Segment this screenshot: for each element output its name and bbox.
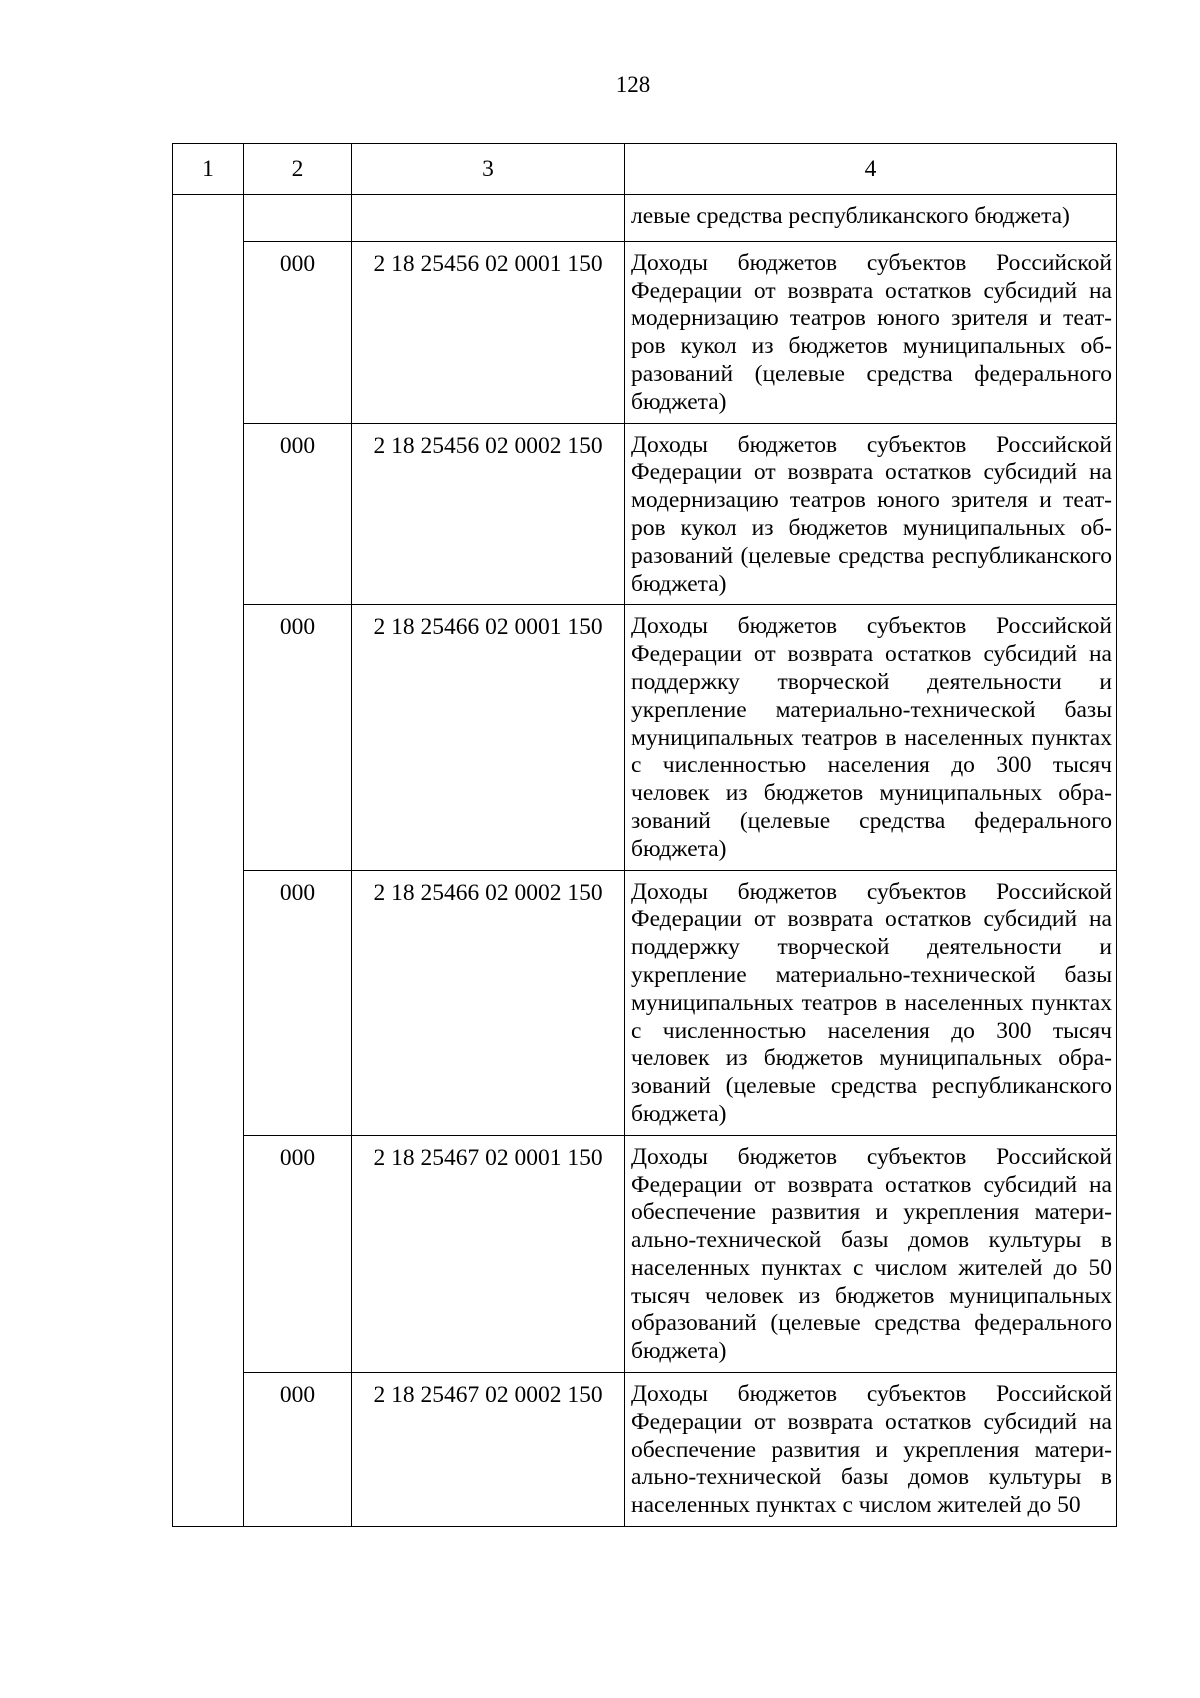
description-cell: Доходы бюджетов субъектов Российской Федерации от возврата остатков субсидий на обеспечение развития и укрепления материально-технической базы домов культуры в населенных пунктах с числом жителей до 50 тысяч человек из бюджетов муниципальных образований (целевые средства федерального бюджета) bbox=[625, 1135, 1117, 1372]
description-cell: левые средства республиканского бюджета) bbox=[625, 195, 1117, 242]
description-cell: Доходы бюджетов субъектов Российской Федерации от возврата остатков субсидий на поддержку творческой деятельности и укрепление материально-технической базы муниципальных театров в населенных пунктах с численностью населения до 300 тысяч человек из бюджетов муниципальных образований (целевые средства республиканского бюджета) bbox=[625, 870, 1117, 1135]
budget-code-cell: 2 18 25467 02 0001 150 bbox=[352, 1135, 625, 1372]
description-cell: Доходы бюджетов субъектов Российской Федерации от возврата остатков субсидий на модернизацию театров юного зрителя и театров кукол из бюджетов муниципальных образований (целевые средства федерального бюджета) bbox=[625, 241, 1117, 423]
description-cell: Доходы бюджетов субъектов Российской Федерации от возврата остатков субсидий на поддержку творческой деятельности и укрепление материально-технической базы муниципальных театров в населенных пунктах с численностью населения до 300 тысяч человек из бюджетов муниципальных образований (целевые средства федерального бюджета) bbox=[625, 605, 1117, 870]
column-header: 1 bbox=[173, 144, 244, 195]
table-row bbox=[173, 195, 1117, 242]
table-row bbox=[173, 423, 1117, 605]
budget-code-cell: 2 18 25467 02 0002 150 bbox=[352, 1373, 625, 1527]
admin-code-cell: 000 bbox=[244, 1373, 352, 1527]
admin-code-cell: 000 bbox=[244, 423, 352, 605]
column-1-merged-cell bbox=[173, 195, 244, 1527]
admin-code-cell: 000 bbox=[244, 605, 352, 870]
budget-code-cell: 2 18 25466 02 0002 150 bbox=[352, 870, 625, 1135]
page-number: 128 bbox=[615, 72, 651, 97]
table-row bbox=[173, 605, 1117, 870]
table-row bbox=[173, 241, 1117, 423]
column-header: 3 bbox=[352, 144, 625, 195]
description-cell: Доходы бюджетов субъектов Российской Федерации от возврата остатков субсидий на обеспечение развития и укрепления материально-технической базы домов культуры в населенных пунктах с числом жителей до 50 bbox=[625, 1373, 1117, 1527]
column-header: 2 bbox=[244, 144, 352, 195]
column-header: 4 bbox=[625, 144, 1117, 195]
admin-code-cell bbox=[244, 195, 352, 242]
budget-code-cell: 2 18 25466 02 0001 150 bbox=[352, 605, 625, 870]
admin-code-cell: 000 bbox=[244, 241, 352, 423]
table-row bbox=[173, 1373, 1117, 1527]
budget-code-cell: 2 18 25456 02 0001 150 bbox=[352, 241, 625, 423]
admin-code-cell: 000 bbox=[244, 1135, 352, 1372]
budget-code-cell bbox=[352, 195, 625, 242]
budget-code-cell: 2 18 25456 02 0002 150 bbox=[352, 423, 625, 605]
admin-code-cell: 000 bbox=[244, 870, 352, 1135]
description-cell: Доходы бюджетов субъектов Российской Федерации от возврата остатков субсидий на модернизацию театров юного зрителя и театров кукол из бюджетов муниципальных образований (целевые средства республиканского бюджета) bbox=[625, 423, 1117, 605]
table-row bbox=[173, 1135, 1117, 1372]
budget-revenue-table bbox=[172, 143, 1117, 1527]
table-header-row bbox=[173, 144, 1117, 195]
table-row bbox=[173, 870, 1117, 1135]
